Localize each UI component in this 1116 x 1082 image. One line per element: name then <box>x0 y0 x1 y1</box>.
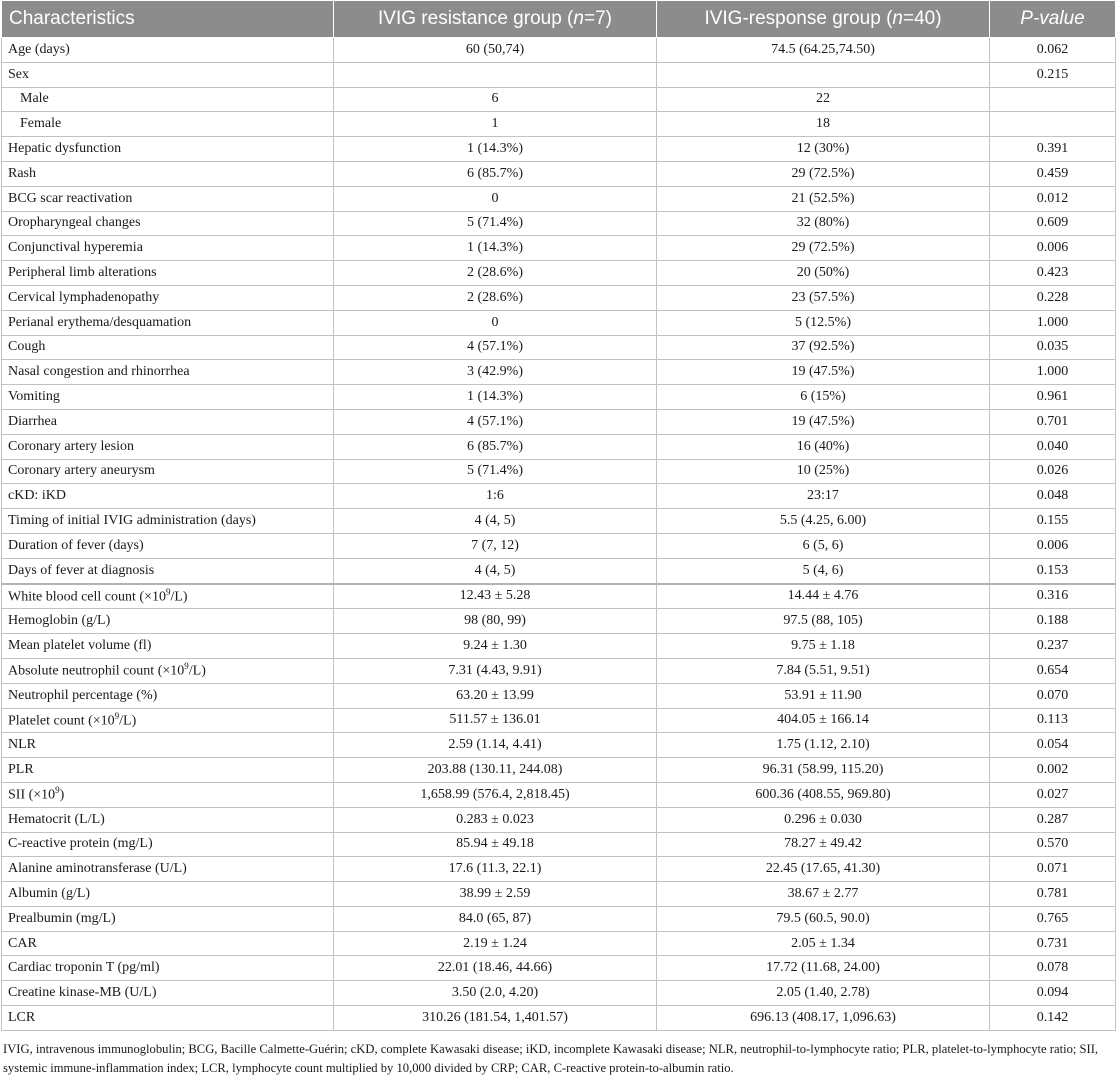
cell-characteristic: BCG scar reactivation <box>2 186 334 211</box>
characteristic-exponent: 9 <box>114 711 120 722</box>
cell-resistance-value: 5 (71.4%) <box>334 211 657 236</box>
cell-p-value: 0.054 <box>990 733 1116 758</box>
cell-response-value: 5.5 (4.25, 6.00) <box>657 509 990 534</box>
cell-resistance-value: 6 (85.7%) <box>334 161 657 186</box>
cell-resistance-value: 1 (14.3%) <box>334 385 657 410</box>
header-p-value <box>990 1 1116 38</box>
characteristic-label: Platelet count (×10 <box>8 713 115 729</box>
cell-characteristic: Vomiting <box>2 385 334 410</box>
cell-resistance-value: 0 <box>334 310 657 335</box>
table-row <box>2 683 1116 708</box>
cell-response-value: 18 <box>657 112 990 137</box>
cell-p-value: 0.040 <box>990 434 1116 459</box>
table-row <box>2 459 1116 484</box>
table-row <box>2 634 1116 659</box>
cell-characteristic: Mean platelet volume (fl) <box>2 634 334 659</box>
cell-response-value: 97.5 (88, 105) <box>657 609 990 634</box>
cell-p-value <box>990 87 1116 112</box>
cell-resistance-value: 3.50 (2.0, 4.20) <box>334 981 657 1006</box>
cell-response-value: 38.67 ± 2.77 <box>657 882 990 907</box>
table-row <box>2 186 1116 211</box>
characteristic-unit: ) <box>59 788 65 804</box>
header-response-n: n <box>892 8 903 29</box>
characteristic-unit: /L) <box>188 664 206 680</box>
cell-resistance-value: 203.88 (130.11, 244.08) <box>334 758 657 783</box>
table-row <box>2 434 1116 459</box>
characteristic-label: White blood cell count (×10 <box>8 589 166 605</box>
table-row <box>2 981 1116 1006</box>
table-footnote: IVIG, intravenous immunoglobulin; BCG, Bacille Calmette-Guérin; cKD, complete Kawasaki disease; iKD, incomplete Kawasaki disease; NLR, neutrophil-to-lymphocyte ratio; PLR, platelet-to-lymphocyte ratio; SII, systemic immune-inflammation index; LCR, lymphocyte count multiplied by 10,000 divided by CRP; CAR, C-reactive protein-to-albumin ratio. <box>3 1041 1099 1075</box>
cell-characteristic: Alanine aminotransferase (U/L) <box>2 857 334 882</box>
cell-response-value: 5 (4, 6) <box>657 558 990 583</box>
cell-p-value: 0.781 <box>990 882 1116 907</box>
cell-characteristic: Oropharyngeal changes <box>2 211 334 236</box>
cell-characteristic: Female <box>2 112 334 137</box>
table-row <box>2 882 1116 907</box>
cell-response-value: 20 (50%) <box>657 261 990 286</box>
cell-response-value: 32 (80%) <box>657 211 990 236</box>
table-row <box>2 807 1116 832</box>
characteristic-unit: /L) <box>119 713 137 729</box>
cell-p-value: 0.026 <box>990 459 1116 484</box>
table-row <box>2 956 1116 981</box>
table-row <box>2 658 1116 683</box>
cell-p-value: 0.188 <box>990 609 1116 634</box>
table-row <box>2 409 1116 434</box>
cell-response-value: 29 (72.5%) <box>657 161 990 186</box>
cell-characteristic: Neutrophil percentage (%) <box>2 683 334 708</box>
table-row <box>2 236 1116 261</box>
cell-p-value: 0.961 <box>990 385 1116 410</box>
cell-response-value: 12 (30%) <box>657 137 990 162</box>
cell-resistance-value: 60 (50,74) <box>334 38 657 63</box>
cell-resistance-value: 38.99 ± 2.59 <box>334 882 657 907</box>
header-resistance-n: n <box>573 8 584 29</box>
cell-resistance-value: 85.94 ± 49.18 <box>334 832 657 857</box>
cell-response-value: 2.05 (1.40, 2.78) <box>657 981 990 1006</box>
cell-characteristic: Male <box>2 87 334 112</box>
cell-resistance-value: 2 (28.6%) <box>334 261 657 286</box>
cell-characteristic: Days of fever at diagnosis <box>2 558 334 583</box>
cell-response-value: 23:17 <box>657 484 990 509</box>
header-response-group <box>657 1 990 38</box>
cell-characteristic <box>2 708 334 733</box>
cell-response-value: 600.36 (408.55, 969.80) <box>657 782 990 807</box>
cell-characteristic <box>2 658 334 683</box>
cell-characteristic: Prealbumin (mg/L) <box>2 906 334 931</box>
cell-characteristic: Albumin (g/L) <box>2 882 334 907</box>
cell-resistance-value: 4 (57.1%) <box>334 409 657 434</box>
characteristic-unit: /L) <box>170 589 188 605</box>
characteristic-label: Absolute neutrophil count (×10 <box>8 664 185 680</box>
cell-p-value: 0.027 <box>990 782 1116 807</box>
cell-p-value <box>990 112 1116 137</box>
cell-characteristic: Hepatic dysfunction <box>2 137 334 162</box>
cell-response-value: 19 (47.5%) <box>657 360 990 385</box>
cell-response-value: 9.75 ± 1.18 <box>657 634 990 659</box>
cell-resistance-value: 2.59 (1.14, 4.41) <box>334 733 657 758</box>
cell-resistance-value: 7.31 (4.43, 9.91) <box>334 658 657 683</box>
table-row <box>2 38 1116 63</box>
cell-p-value: 0.228 <box>990 285 1116 310</box>
cell-resistance-value: 22.01 (18.46, 44.66) <box>334 956 657 981</box>
cell-resistance-value: 0.283 ± 0.023 <box>334 807 657 832</box>
cell-resistance-value: 98 (80, 99) <box>334 609 657 634</box>
cell-p-value: 0.155 <box>990 509 1116 534</box>
cell-response-value: 2.05 ± 1.34 <box>657 931 990 956</box>
cell-characteristic: Creatine kinase-MB (U/L) <box>2 981 334 1006</box>
cell-response-value: 19 (47.5%) <box>657 409 990 434</box>
cell-resistance-value: 511.57 ± 136.01 <box>334 708 657 733</box>
cell-resistance-value: 4 (4, 5) <box>334 558 657 583</box>
cell-resistance-value: 7 (7, 12) <box>334 533 657 558</box>
cell-response-value: 404.05 ± 166.14 <box>657 708 990 733</box>
cell-resistance-value <box>334 62 657 87</box>
table-row <box>2 62 1116 87</box>
cell-characteristic: Rash <box>2 161 334 186</box>
cell-response-value <box>657 62 990 87</box>
cell-p-value: 0.002 <box>990 758 1116 783</box>
table-row <box>2 112 1116 137</box>
cell-response-value: 74.5 (64.25,74.50) <box>657 38 990 63</box>
cell-response-value: 96.31 (58.99, 115.20) <box>657 758 990 783</box>
table-row <box>2 584 1116 609</box>
characteristic-exponent: 9 <box>55 785 60 796</box>
table-header <box>2 1 1116 38</box>
cell-p-value: 0.048 <box>990 484 1116 509</box>
cell-response-value: 21 (52.5%) <box>657 186 990 211</box>
cell-resistance-value: 5 (71.4%) <box>334 459 657 484</box>
cell-p-value: 0.078 <box>990 956 1116 981</box>
cell-response-value: 29 (72.5%) <box>657 236 990 261</box>
cell-characteristic: Hematocrit (L/L) <box>2 807 334 832</box>
header-row <box>2 1 1116 38</box>
cell-resistance-value: 2.19 ± 1.24 <box>334 931 657 956</box>
cell-response-value: 696.13 (408.17, 1,096.63) <box>657 1006 990 1031</box>
cell-p-value: 1.000 <box>990 360 1116 385</box>
cell-characteristic: Cardiac troponin T (pg/ml) <box>2 956 334 981</box>
cell-resistance-value: 4 (4, 5) <box>334 509 657 534</box>
table-row <box>2 360 1116 385</box>
table-row <box>2 137 1116 162</box>
cell-characteristic: Nasal congestion and rhinorrhea <box>2 360 334 385</box>
cell-p-value: 0.006 <box>990 533 1116 558</box>
cell-characteristic: cKD: iKD <box>2 484 334 509</box>
table-row <box>2 733 1116 758</box>
header-resistance-pre: IVIG resistance group ( <box>378 8 574 29</box>
cell-p-value: 0.215 <box>990 62 1116 87</box>
cell-p-value: 0.459 <box>990 161 1116 186</box>
cell-response-value: 23 (57.5%) <box>657 285 990 310</box>
cell-p-value: 0.062 <box>990 38 1116 63</box>
table-row <box>2 931 1116 956</box>
table-row <box>2 285 1116 310</box>
cell-response-value: 0.296 ± 0.030 <box>657 807 990 832</box>
cell-resistance-value: 2 (28.6%) <box>334 285 657 310</box>
cell-characteristic: Age (days) <box>2 38 334 63</box>
cell-resistance-value: 4 (57.1%) <box>334 335 657 360</box>
cell-p-value: 0.237 <box>990 634 1116 659</box>
cell-p-value: 0.113 <box>990 708 1116 733</box>
cell-response-value: 10 (25%) <box>657 459 990 484</box>
cell-p-value: 0.035 <box>990 335 1116 360</box>
cell-characteristic: Cough <box>2 335 334 360</box>
table-row <box>2 161 1116 186</box>
cell-resistance-value: 6 (85.7%) <box>334 434 657 459</box>
table-row <box>2 335 1116 360</box>
header-resistance-post: =7) <box>583 8 612 29</box>
cell-characteristic: Cervical lymphadenopathy <box>2 285 334 310</box>
cell-resistance-value: 310.26 (181.54, 1,401.57) <box>334 1006 657 1031</box>
cell-response-value: 16 (40%) <box>657 434 990 459</box>
header-resistance-group <box>334 1 657 38</box>
table-row <box>2 708 1116 733</box>
cell-p-value: 0.654 <box>990 658 1116 683</box>
table-row <box>2 906 1116 931</box>
cell-response-value: 37 (92.5%) <box>657 335 990 360</box>
characteristic-exponent: 9 <box>165 587 171 598</box>
cell-p-value: 0.012 <box>990 186 1116 211</box>
cell-resistance-value: 1 (14.3%) <box>334 236 657 261</box>
cell-characteristic: Coronary artery aneurysm <box>2 459 334 484</box>
cell-p-value: 0.070 <box>990 683 1116 708</box>
cell-characteristic <box>2 782 334 807</box>
cell-p-value: 0.287 <box>990 807 1116 832</box>
cell-resistance-value: 9.24 ± 1.30 <box>334 634 657 659</box>
cell-p-value: 0.731 <box>990 931 1116 956</box>
cell-resistance-value: 1,658.99 (576.4, 2,818.45) <box>334 782 657 807</box>
table-row <box>2 832 1116 857</box>
cell-response-value: 22 <box>657 87 990 112</box>
cell-characteristic: Timing of initial IVIG administration (days) <box>2 509 334 534</box>
cell-response-value: 5 (12.5%) <box>657 310 990 335</box>
cell-resistance-value: 63.20 ± 13.99 <box>334 683 657 708</box>
cell-response-value: 78.27 ± 49.42 <box>657 832 990 857</box>
cell-p-value: 1.000 <box>990 310 1116 335</box>
cell-characteristic: C-reactive protein (mg/L) <box>2 832 334 857</box>
cell-resistance-value: 17.6 (11.3, 22.1) <box>334 857 657 882</box>
cell-characteristic: Hemoglobin (g/L) <box>2 609 334 634</box>
characteristic-label: SII (×10 <box>8 788 56 804</box>
cell-response-value: 22.45 (17.65, 41.30) <box>657 857 990 882</box>
table-row <box>2 1006 1116 1031</box>
cell-characteristic: Perianal erythema/desquamation <box>2 310 334 335</box>
table-row <box>2 211 1116 236</box>
cell-resistance-value: 0 <box>334 186 657 211</box>
table-row <box>2 758 1116 783</box>
table-row <box>2 484 1116 509</box>
characteristic-exponent: 9 <box>184 661 189 672</box>
cell-response-value: 1.75 (1.12, 2.10) <box>657 733 990 758</box>
table-row <box>2 87 1116 112</box>
cell-p-value: 0.153 <box>990 558 1116 583</box>
cell-response-value: 6 (5, 6) <box>657 533 990 558</box>
cell-characteristic: Diarrhea <box>2 409 334 434</box>
cell-response-value: 53.91 ± 11.90 <box>657 683 990 708</box>
table-row <box>2 782 1116 807</box>
cell-p-value: 0.006 <box>990 236 1116 261</box>
cell-characteristic: Sex <box>2 62 334 87</box>
header-response-post: =40) <box>903 8 942 29</box>
table-row <box>2 857 1116 882</box>
header-characteristics: Characteristics <box>2 1 334 38</box>
cell-p-value: 0.701 <box>990 409 1116 434</box>
cell-characteristic: CAR <box>2 931 334 956</box>
cell-resistance-value: 1 (14.3%) <box>334 137 657 162</box>
cell-response-value: 6 (15%) <box>657 385 990 410</box>
cell-p-value: 0.316 <box>990 584 1116 609</box>
table-row <box>2 509 1116 534</box>
cell-p-value: 0.142 <box>990 1006 1116 1031</box>
cell-p-value: 0.391 <box>990 137 1116 162</box>
cell-characteristic: NLR <box>2 733 334 758</box>
cell-p-value: 0.765 <box>990 906 1116 931</box>
cell-response-value: 14.44 ± 4.76 <box>657 584 990 609</box>
cell-response-value: 79.5 (60.5, 90.0) <box>657 906 990 931</box>
cell-p-value: 0.071 <box>990 857 1116 882</box>
cell-characteristic: Duration of fever (days) <box>2 533 334 558</box>
cell-characteristic <box>2 584 334 609</box>
cell-response-value: 7.84 (5.51, 9.51) <box>657 658 990 683</box>
table-row <box>2 261 1116 286</box>
cell-resistance-value: 84.0 (65, 87) <box>334 906 657 931</box>
cell-resistance-value: 1 <box>334 112 657 137</box>
table-row <box>2 310 1116 335</box>
cell-characteristic: Conjunctival hyperemia <box>2 236 334 261</box>
header-response-pre: IVIG-response group ( <box>704 8 893 29</box>
cell-characteristic: Peripheral limb alterations <box>2 261 334 286</box>
cell-resistance-value: 12.43 ± 5.28 <box>334 584 657 609</box>
table-row <box>2 558 1116 583</box>
table-body <box>2 38 1116 1031</box>
cell-resistance-value: 6 <box>334 87 657 112</box>
cell-characteristic: Coronary artery lesion <box>2 434 334 459</box>
cell-p-value: 0.570 <box>990 832 1116 857</box>
cell-p-value: 0.423 <box>990 261 1116 286</box>
table-row <box>2 533 1116 558</box>
cell-resistance-value: 1:6 <box>334 484 657 509</box>
cell-response-value: 17.72 (11.68, 24.00) <box>657 956 990 981</box>
cell-p-value: 0.609 <box>990 211 1116 236</box>
cell-resistance-value: 3 (42.9%) <box>334 360 657 385</box>
cell-characteristic: LCR <box>2 1006 334 1031</box>
cell-p-value: 0.094 <box>990 981 1116 1006</box>
characteristics-table <box>1 0 1116 1031</box>
table-row <box>2 385 1116 410</box>
header-p-value-text: P-value <box>1020 8 1085 29</box>
cell-characteristic: PLR <box>2 758 334 783</box>
table-row <box>2 609 1116 634</box>
